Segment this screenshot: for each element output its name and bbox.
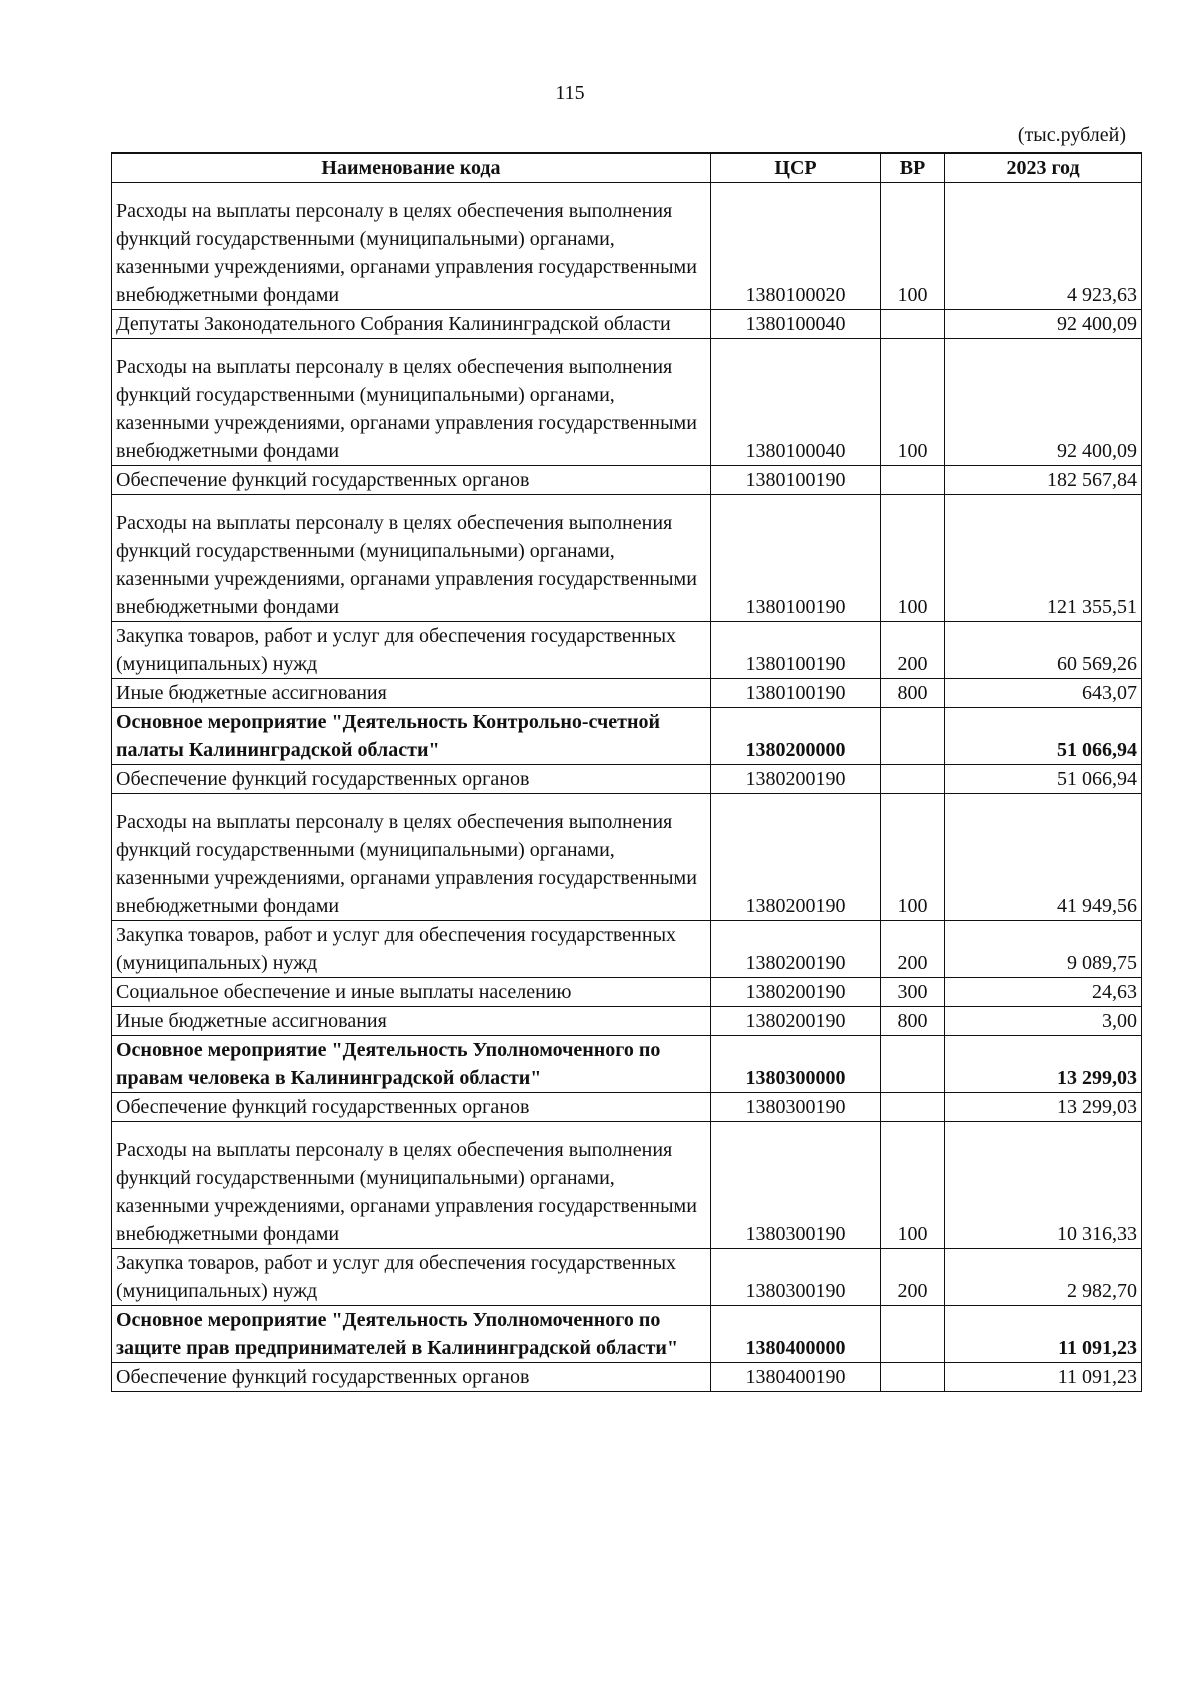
row-vr-cell: 200 [881,622,945,679]
table-row [112,1007,1142,1036]
row-name-cell: Основное мероприятие "Деятельность Уполномоченного по правам человека в Калининградской области" [112,1036,711,1093]
budget-table [111,152,1142,1392]
row-sum-cell: 10 316,33 [945,1122,1142,1249]
header-year: 2023 год [945,153,1142,183]
row-sum-cell: 51 066,94 [945,765,1142,794]
row-name-cell: Основное мероприятие "Деятельность Контрольно-счетной палаты Калининградской области" [112,708,711,765]
table-row [112,1306,1142,1363]
row-vr-cell: 100 [881,339,945,466]
header-vr: ВР [881,153,945,183]
row-csr-cell: 1380400190 [711,1363,881,1392]
table-row [112,1249,1142,1306]
row-name-cell: Обеспечение функций государственных органов [112,466,711,495]
row-vr-cell [881,310,945,339]
row-csr-cell: 1380300000 [711,1036,881,1093]
row-sum-cell: 3,00 [945,1007,1142,1036]
row-sum-cell: 643,07 [945,679,1142,708]
table-row [112,622,1142,679]
row-name-cell: Расходы на выплаты персоналу в целях обеспечения выполнения функций государственными (муниципальными) органами, казенными учреждениями, органами управления государственными внебюджетными фондами [112,495,711,622]
table-row [112,1036,1142,1093]
row-csr-cell: 1380200190 [711,1007,881,1036]
table-row [112,339,1142,466]
row-name-cell: Расходы на выплаты персоналу в целях обеспечения выполнения функций государственными (муниципальными) органами, казенными учреждениями, органами управления государственными внебюджетными фондами [112,183,711,310]
row-vr-cell: 200 [881,1249,945,1306]
row-name-cell: Иные бюджетные ассигнования [112,679,711,708]
row-name-cell: Иные бюджетные ассигнования [112,1007,711,1036]
row-name-cell: Расходы на выплаты персоналу в целях обеспечения выполнения функций государственными (муниципальными) органами, казенными учреждениями, органами управления государственными внебюджетными фондами [112,794,711,921]
row-vr-cell: 100 [881,794,945,921]
row-name-cell: Основное мероприятие "Деятельность Уполномоченного по защите прав предпринимателей в Калининградской области" [112,1306,711,1363]
table-row [112,679,1142,708]
row-csr-cell: 1380300190 [711,1249,881,1306]
row-vr-cell: 800 [881,1007,945,1036]
row-csr-cell: 1380200190 [711,765,881,794]
header-name: Наименование кода [112,153,711,183]
row-vr-cell [881,765,945,794]
row-csr-cell: 1380200190 [711,921,881,978]
table-body [112,183,1142,1392]
row-name-cell: Обеспечение функций государственных органов [112,1363,711,1392]
row-name-cell: Обеспечение функций государственных органов [112,765,711,794]
row-csr-cell: 1380100190 [711,466,881,495]
table-row [112,921,1142,978]
row-vr-cell [881,1306,945,1363]
table-row [112,794,1142,921]
table-row [112,495,1142,622]
units-label: (тыс.рублей) [1017,124,1126,146]
table-row [112,310,1142,339]
row-name-cell: Закупка товаров, работ и услуг для обеспечения государственных (муниципальных) нужд [112,921,711,978]
row-sum-cell: 92 400,09 [945,310,1142,339]
table-row [112,978,1142,1007]
row-vr-cell: 100 [881,1122,945,1249]
table-row [112,1122,1142,1249]
row-name-cell: Расходы на выплаты персоналу в целях обеспечения выполнения функций государственными (муниципальными) органами, казенными учреждениями, органами управления государственными внебюджетными фондами [112,339,711,466]
row-name-cell: Обеспечение функций государственных органов [112,1093,711,1122]
row-csr-cell: 1380200000 [711,708,881,765]
row-sum-cell: 51 066,94 [945,708,1142,765]
row-csr-cell: 1380200190 [711,978,881,1007]
row-name-cell: Закупка товаров, работ и услуг для обеспечения государственных (муниципальных) нужд [112,622,711,679]
header-csr: ЦСР [711,153,881,183]
row-vr-cell [881,466,945,495]
row-name-cell: Закупка товаров, работ и услуг для обеспечения государственных (муниципальных) нужд [112,1249,711,1306]
row-sum-cell: 24,63 [945,978,1142,1007]
row-vr-cell [881,1363,945,1392]
row-vr-cell [881,1036,945,1093]
row-sum-cell: 9 089,75 [945,921,1142,978]
table-row [112,183,1142,310]
row-name-cell: Расходы на выплаты персоналу в целях обеспечения выполнения функций государственными (муниципальными) органами, казенными учреждениями, органами управления государственными внебюджетными фондами [112,1122,711,1249]
row-sum-cell: 13 299,03 [945,1036,1142,1093]
row-csr-cell: 1380300190 [711,1122,881,1249]
row-sum-cell: 13 299,03 [945,1093,1142,1122]
row-csr-cell: 1380400000 [711,1306,881,1363]
row-vr-cell: 200 [881,921,945,978]
row-vr-cell: 300 [881,978,945,1007]
table-row [112,708,1142,765]
row-sum-cell: 11 091,23 [945,1363,1142,1392]
row-csr-cell: 1380100020 [711,183,881,310]
table-row [112,1363,1142,1392]
row-vr-cell [881,708,945,765]
row-sum-cell: 92 400,09 [945,339,1142,466]
row-csr-cell: 1380100040 [711,310,881,339]
row-sum-cell: 11 091,23 [945,1306,1142,1363]
row-csr-cell: 1380100040 [711,339,881,466]
row-sum-cell: 121 355,51 [945,495,1142,622]
row-sum-cell: 41 949,56 [945,794,1142,921]
row-csr-cell: 1380100190 [711,622,881,679]
row-sum-cell: 60 569,26 [945,622,1142,679]
row-vr-cell: 100 [881,495,945,622]
row-csr-cell: 1380200190 [711,794,881,921]
row-sum-cell: 4 923,63 [945,183,1142,310]
row-csr-cell: 1380300190 [711,1093,881,1122]
row-vr-cell [881,1093,945,1122]
table-header-row [112,153,1142,183]
table-row [112,1093,1142,1122]
row-vr-cell: 800 [881,679,945,708]
page-number: 115 [555,82,585,104]
table-row [112,765,1142,794]
row-csr-cell: 1380100190 [711,679,881,708]
row-csr-cell: 1380100190 [711,495,881,622]
row-name-cell: Депутаты Законодательного Собрания Калининградской области [112,310,711,339]
row-name-cell: Социальное обеспечение и иные выплаты населению [112,978,711,1007]
row-sum-cell: 2 982,70 [945,1249,1142,1306]
row-vr-cell: 100 [881,183,945,310]
row-sum-cell: 182 567,84 [945,466,1142,495]
table-row [112,466,1142,495]
